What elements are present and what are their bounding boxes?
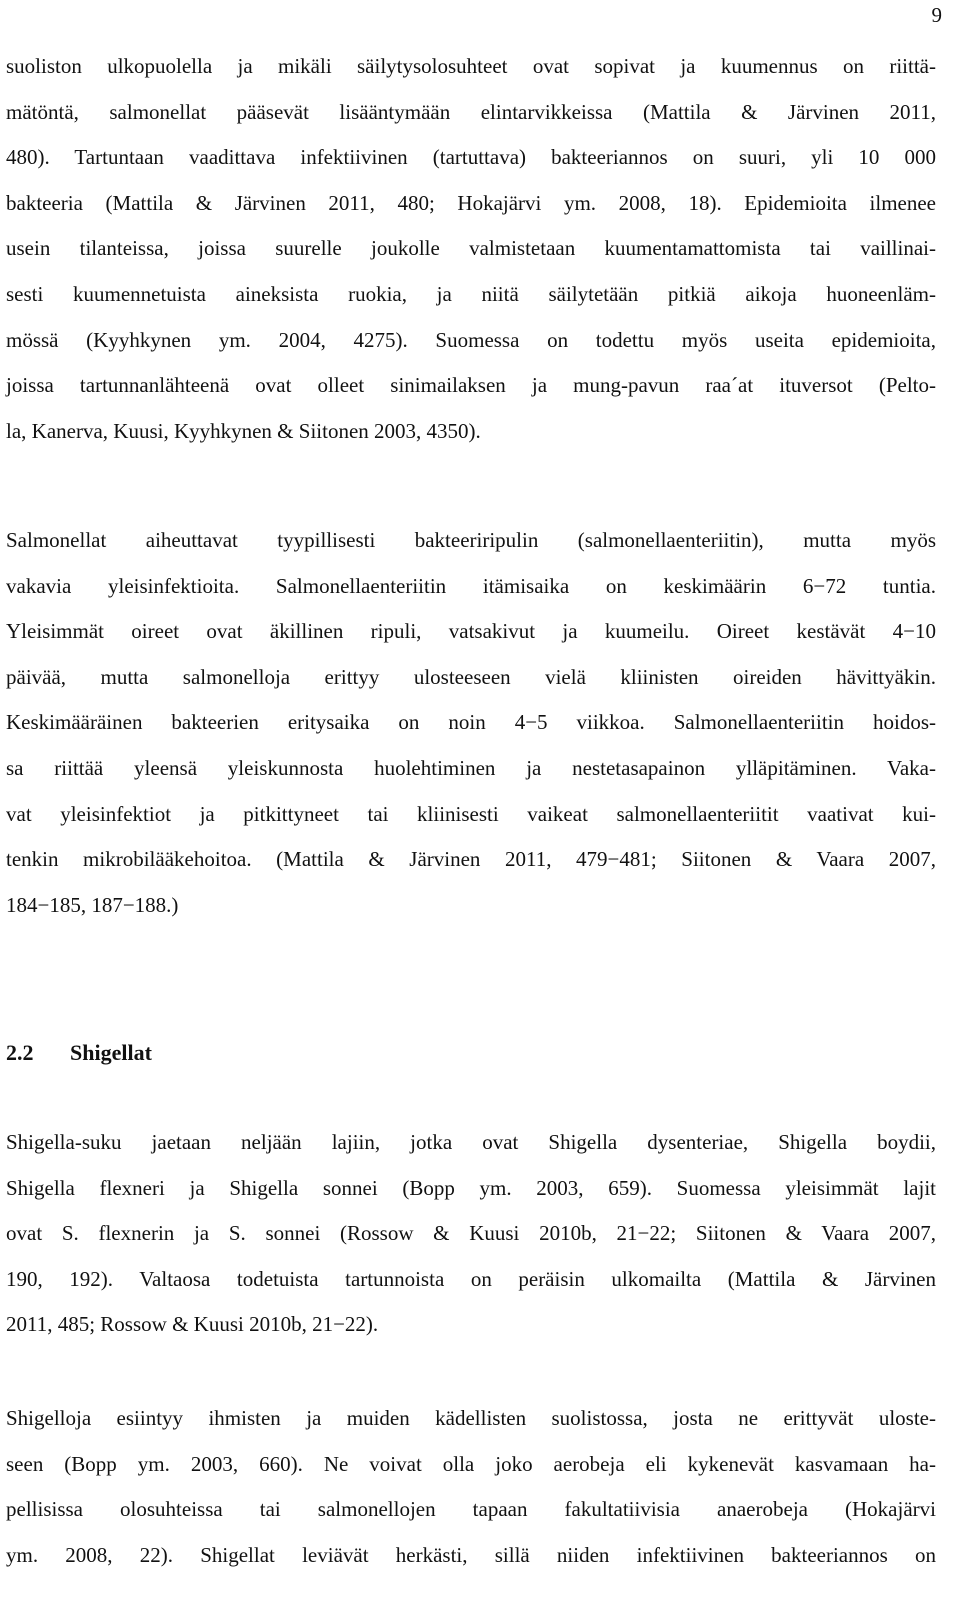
paragraph-4 [6, 1396, 936, 1578]
paragraph-1 [6, 44, 936, 454]
text-line: 190, 192). Valtaosa todetuista tartunnoista on peräisin ulkomailta (Mattila & Järvinen [6, 1266, 936, 1291]
text-line: päivää, mutta salmonelloja erittyy ulosteeseen vielä kliinisten oireiden hävittyäkin. [6, 664, 936, 689]
text-line: sesti kuumennetuista aineksista ruokia, ja niitä säilytetään pitkiä aikoja huoneenläm- [6, 281, 936, 306]
text-line: tenkin mikrobilääkehoitoa. (Mattila & Järvinen 2011, 479−481; Siitonen & Vaara 2007, [6, 847, 936, 872]
text-line: Shigella-suku jaetaan neljään lajiin, jotka ovat Shigella dysenteriae, Shigella boydii, [6, 1130, 936, 1154]
paragraph-2 [6, 518, 936, 928]
text-line: mätöntä, salmonellat pääsevät lisääntymään elintarvikkeissa (Mattila & Järvinen 2011, [6, 99, 936, 124]
text-line: ym. 2008, 22). Shigellat leviävät herkästi, sillä niiden infektiivinen bakteeriannos on [6, 1542, 936, 1567]
text-line: usein tilanteissa, joissa suurelle joukolle valmistetaan kuumentamattomista tai vaillinai- [6, 236, 936, 261]
text-line: 480). Tartuntaan vaadittava infektiivinen (tartuttava) bakteeriannos on suuri, yli 10 000 [6, 145, 936, 170]
section-number: 2.2 [6, 1040, 34, 1065]
text-line: pellisissa olosuhteissa tai salmonellojen tapaan fakultatiivisia anaerobeja (Hokajärvi [6, 1497, 936, 1522]
text-line: sa riittää yleensä yleiskunnosta huolehtiminen ja nestetasapainon ylläpitäminen. Vaka- [6, 755, 936, 780]
section-heading [6, 1038, 152, 1068]
paragraph-3 [6, 1120, 936, 1348]
text-line: la, Kanerva, Kuusi, Kyyhkynen & Siitonen 2003, 4350). [6, 418, 481, 443]
text-line: Shigella flexneri ja Shigella sonnei (Bopp ym. 2003, 659). Suomessa yleisimmät lajit [6, 1175, 936, 1200]
text-line: suoliston ulkopuolella ja mikäli säilytysolosuhteet ovat sopivat ja kuumennus on riittä- [6, 54, 936, 78]
text-line: Shigelloja esiintyy ihmisten ja muiden kädellisten suolistossa, josta ne erittyvät uloste- [6, 1406, 936, 1430]
text-line: Keskimääräinen bakteerien eritysaika on noin 4−5 viikkoa. Salmonellaenteriitin hoidos- [6, 710, 936, 735]
text-line: bakteeria (Mattila & Järvinen 2011, 480; Hokajärvi ym. 2008, 18). Epidemioita ilmenee [6, 190, 936, 215]
text-line: 184−185, 187−188.) [6, 892, 179, 917]
text-line: vakavia yleisinfektioita. Salmonellaenteriitin itämisaika on keskimäärin 6−72 tuntia. [6, 573, 936, 598]
text-line: seen (Bopp ym. 2003, 660). Ne voivat olla joko aerobeja eli kykenevät kasvamaan ha- [6, 1451, 936, 1476]
section-title: Shigellat [70, 1040, 152, 1065]
page-number: 9 [931, 3, 942, 27]
text-line: 2011, 485; Rossow & Kuusi 2010b, 21−22). [6, 1312, 379, 1337]
text-line: vat yleisinfektiot ja pitkittyneet tai kliinisesti vaikeat salmonellaenteriitit vaativat kui- [6, 801, 936, 826]
text-line: mössä (Kyyhkynen ym. 2004, 4275). Suomessa on todettu myös useita epidemioita, [6, 327, 936, 352]
text-line: Salmonellat aiheuttavat tyypillisesti bakteeriripulin (salmonellaenteriitin), mutta myös [6, 528, 936, 552]
text-line: ovat S. flexnerin ja S. sonnei (Rossow & Kuusi 2010b, 21−22; Siitonen & Vaara 2007, [6, 1221, 936, 1246]
text-line: joissa tartunnanlähteenä ovat olleet sinimailaksen ja mung-pavun raa´at ituversot (Pelto- [6, 373, 936, 398]
text-line: Yleisimmät oireet ovat äkillinen ripuli, vatsakivut ja kuumeilu. Oireet kestävät 4−10 [6, 619, 936, 644]
